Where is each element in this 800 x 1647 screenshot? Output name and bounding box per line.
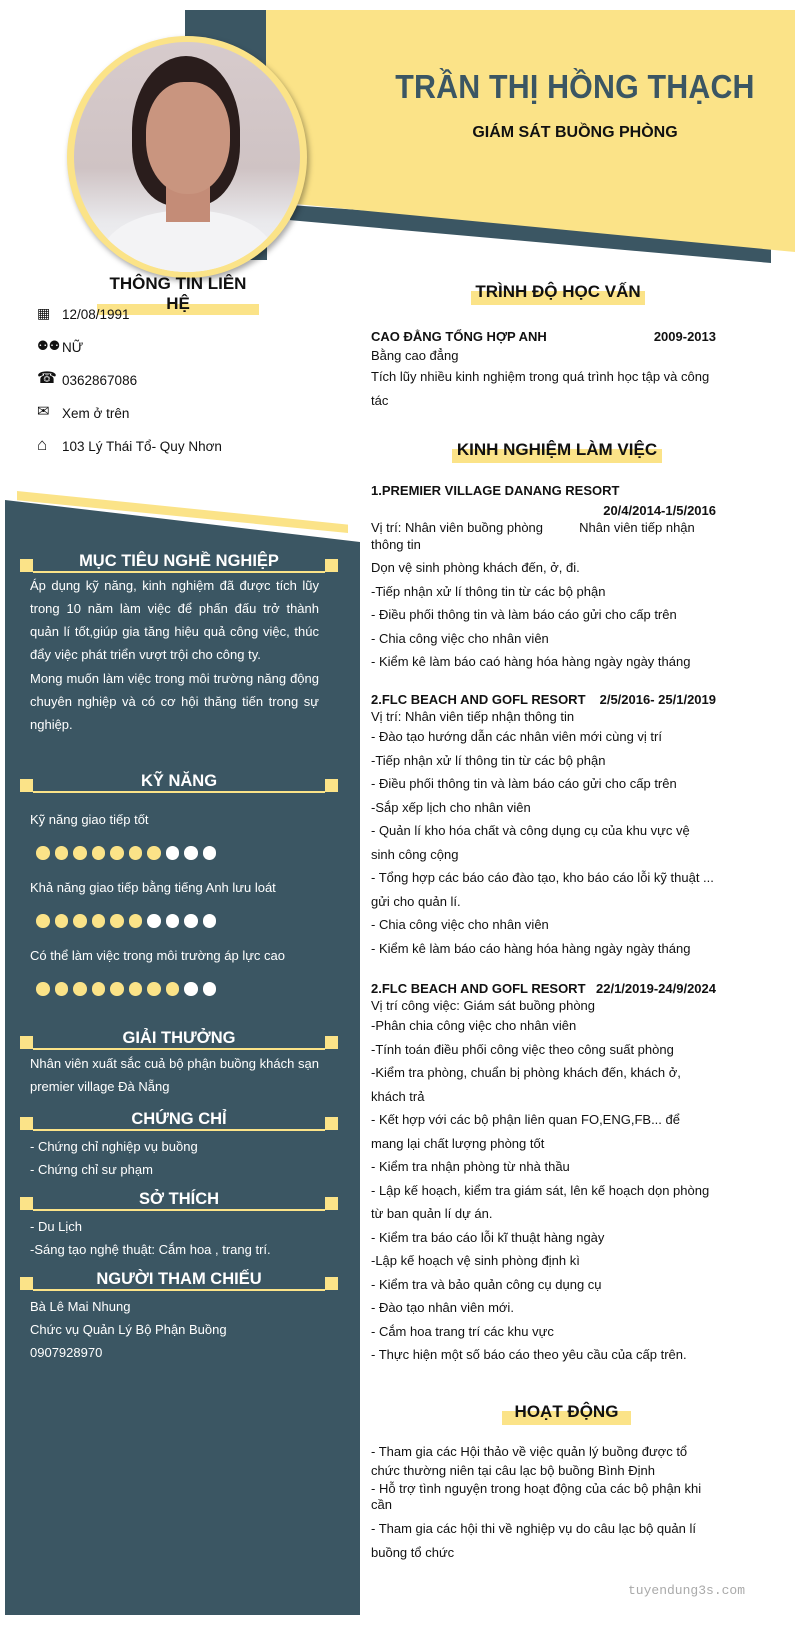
candidate-role: GIÁM SÁT BUỒNG PHÒNG (472, 124, 678, 141)
rating-dot-empty (184, 846, 198, 860)
experience-title: KINH NGHIỆM LÀM VIỆC (452, 440, 662, 460)
job-task: - Thực hiện một số báo cáo theo yêu cầu của cấp trên. (371, 1347, 687, 1362)
rating-dot-empty (166, 846, 180, 860)
job-period: 20/4/2014-1/5/2016 (603, 503, 716, 518)
job-task: -Phân chia công việc cho nhân viên (371, 1018, 577, 1033)
objective-title: MỤC TIÊU NGHỀ NGHIỆP (20, 550, 338, 570)
contact-item-email: ✉ Xem ở trên (37, 403, 130, 421)
avatar (74, 42, 300, 272)
rating-dot-filled (110, 846, 124, 860)
activity-item: - Hỗ trợ tình nguyện trong hoạt động của các bộ phận khi cần (371, 1481, 702, 1512)
job-task: - Kiểm kê làm báo cáo hàng hóa hàng ngày ngày tháng (371, 940, 691, 956)
rating-dot-filled (55, 846, 69, 860)
rating-dot-empty (203, 846, 217, 860)
job-task: -Sắp xếp lịch cho nhân viên (371, 799, 531, 815)
contact-item-gender: ⚉⚉ NỮ (37, 338, 84, 355)
rating-dot-filled (147, 846, 161, 860)
rating-dot-filled (129, 846, 143, 860)
certificate-item: - Chứng chỉ nghiệp vụ buồng (30, 1139, 198, 1154)
rating-dot-empty (147, 914, 161, 928)
job-task: - Đào tạo hướng dẫn các nhân viên mới cùng vị trí (371, 729, 662, 744)
job-company: 2.FLC BEACH AND GOFL RESORT (371, 981, 586, 996)
rating-dot-filled (92, 846, 106, 860)
awards-title: GIẢI THƯỞNG (20, 1027, 338, 1047)
education-title: TRÌNH ĐỘ HỌC VẤN (471, 282, 645, 302)
calendar-icon: ▦ (37, 305, 51, 321)
contact-list (37, 306, 337, 471)
job-company: 1.PREMIER VILLAGE DANANG RESORT (371, 483, 620, 498)
job-task: - Chia công việc cho nhân viên (371, 917, 549, 932)
job-position: Vị trí: Nhân viên tiếp nhận thông tin (371, 709, 575, 724)
job-task: - Quản lí kho hóa chất và công dụng cụ của khu vực vệ sinh công cộng (371, 823, 690, 862)
job-period: 22/1/2019-24/9/2024 (596, 981, 716, 996)
objective-text-2: Mong muốn làm việc trong môi trường năng động chuyên nghiệp và có cơ hội thăng tiến trong sự nghiệp. (30, 671, 319, 732)
rating-dot-filled (55, 982, 69, 996)
gender-icon: ⚉⚉ (37, 338, 61, 353)
references-title: NGƯỜI THAM CHIẾU (20, 1268, 338, 1288)
rating-dot-empty (203, 914, 217, 928)
skill-label: Kỹ năng giao tiếp tốt (30, 812, 149, 827)
contact-item-address: ⌂ 103 Lý Thái Tổ- Quy Nhơn (37, 435, 222, 454)
hobby-item: - Du Lịch (30, 1219, 83, 1234)
skill-rating (36, 982, 216, 996)
job-task: - Kiểm tra nhận phòng từ nhà thầu (371, 1159, 570, 1174)
home-icon: ⌂ (37, 435, 48, 454)
rating-dot-filled (36, 982, 50, 996)
degree: Bằng cao đẳng (371, 348, 459, 363)
job-entry (371, 690, 716, 960)
job-task: - Cắm hoa trang trí các khu vực (371, 1323, 554, 1339)
job-entry (371, 979, 716, 1367)
activity-item: - Tham gia các Hội thảo về việc quản lý buồng được tổ chức thường niên tại câu lạc bộ buồng Bình Định (371, 1444, 688, 1478)
job-entry (371, 481, 716, 674)
job-task: -Tiếp nhận xử lí thông tin từ các bộ phận (371, 752, 606, 768)
job-task: Dọn vệ sinh phòng khách đến, ở, đi. (371, 560, 580, 575)
objective-text-1: Áp dụng kỹ năng, kinh nghiệm đã được tích lũy trong 10 năm làm việc để phấn đấu trở thành quản lí tốt,giúp gia tăng hiệu quả công việc, thúc đẩy việc phát triển vượt trội cho công ty. (30, 578, 319, 662)
education-desc: Tích lũy nhiều kinh nghiệm trong quá trình học tập và công tác (371, 369, 710, 408)
rating-dot-filled (110, 914, 124, 928)
skill-rating (36, 914, 216, 928)
skill-rating (36, 846, 216, 860)
job-position: Vị trí: Nhân viên buồng phòng Nhân viên tiếp nhận thông tin (371, 520, 699, 552)
reference-position: Chức vụ Quản Lý Bộ Phận Buồng (30, 1322, 227, 1337)
job-task: - Kiểm tra và bảo quản công cụ dụng cụ (371, 1276, 602, 1292)
contact-title: THÔNG TIN LIÊN HỆ (97, 274, 259, 314)
job-task: - Điều phối thông tin và làm báo cáo gửi cho cấp trên (371, 607, 677, 622)
contact-item-dob: ▦ 12/08/1991 (37, 305, 130, 322)
education-years: 2009-2013 (653, 329, 716, 344)
rating-dot-empty (166, 914, 180, 928)
rating-dot-filled (36, 914, 50, 928)
skill-label: Có thể làm việc trong môi trường áp lực cao (30, 948, 285, 963)
rating-dot-empty (203, 982, 217, 996)
school-name: CAO ĐẲNG TỔNG HỢP ANH (371, 329, 547, 344)
reference-phone: 0907928970 (30, 1345, 103, 1360)
skill-label: Khả năng giao tiếp bằng tiếng Anh lưu loát (30, 880, 276, 895)
rating-dot-filled (147, 982, 161, 996)
job-task: - Kiểm tra báo cáo lỗi kĩ thuật hàng ngày (371, 1229, 605, 1245)
job-task: - Kiểm kê làm báo caó hàng hóa hàng ngày ngày tháng (371, 654, 691, 669)
rating-dot-filled (129, 914, 143, 928)
rating-dot-filled (129, 982, 143, 996)
activity-item: - Tham gia các hội thi về nghiệp vụ do câu lạc bộ quản lí buồng tổ chức (371, 1521, 696, 1560)
job-task: -Kiểm tra phòng, chuẩn bị phòng khách đến, khách ở, khách trả (371, 1065, 681, 1104)
rating-dot-filled (92, 982, 106, 996)
job-task: - Chia công việc cho nhân viên (371, 630, 549, 646)
rating-dot-empty (184, 914, 198, 928)
watermark: tuyendung3s.com (628, 1583, 746, 1598)
job-task: -Tiếp nhận xử lí thông tin từ các bộ phận (371, 583, 606, 599)
rating-dot-filled (166, 982, 180, 996)
email-icon: ✉ (37, 403, 50, 420)
phone-icon: ☎ (37, 370, 57, 387)
reference-name: Bà Lê Mai Nhung (30, 1299, 131, 1314)
job-task: -Lập kế hoạch vệ sinh phòng định kì (371, 1253, 580, 1268)
certificate-item: - Chứng chỉ sư phạm (30, 1162, 153, 1177)
job-task: - Kết hợp với các bộ phận liên quan FO,ENG,FB... để mang lại chất lượng phòng tốt (371, 1112, 680, 1151)
job-position: Vị trí công việc: Giám sát buồng phòng (371, 998, 596, 1013)
certificates-title: CHỨNG CHỈ (20, 1108, 338, 1128)
hobby-item: -Sáng tạo nghệ thuật: Cắm hoa , trang trí. (30, 1242, 271, 1257)
job-task: - Điều phối thông tin và làm báo cáo gửi cho cấp trên (371, 776, 677, 791)
rating-dot-filled (73, 846, 87, 860)
rating-dot-empty (184, 982, 198, 996)
job-task: - Lập kế hoạch, kiểm tra giám sát, lên kế hoạch dọn phòng từ ban quản lí dự án. (371, 1182, 710, 1221)
activities-list (371, 1442, 716, 1564)
job-period: 2/5/2016- 25/1/2019 (599, 692, 716, 707)
rating-dot-filled (92, 914, 106, 928)
candidate-name: TRẦN THỊ HỒNG THẠCH (395, 68, 755, 105)
awards-text: Nhân viên xuất sắc cuả bộ phận buồng khách sạn premier village Đà Nẵng (30, 1056, 319, 1094)
rating-dot-filled (36, 846, 50, 860)
rating-dot-filled (110, 982, 124, 996)
job-task: -Tính toán điều phối công việc theo công suất phòng (371, 1041, 674, 1057)
job-company: 2.FLC BEACH AND GOFL RESORT (371, 692, 586, 707)
job-task: - Tổng hợp các báo cáo đào tạo, kho báo cáo lỗi kỹ thuật ... gửi cho quản lí. (371, 870, 714, 909)
rating-dot-filled (73, 914, 87, 928)
hobbies-title: SỞ THÍCH (20, 1188, 338, 1208)
education-block (371, 327, 716, 412)
skills-title: KỸ NĂNG (20, 770, 338, 790)
contact-item-phone: ☎ 0362867086 (37, 370, 138, 388)
activities-title: HOẠT ĐỘNG (502, 1402, 631, 1422)
rating-dot-filled (73, 982, 87, 996)
job-task: - Đào tạo nhân viên mới. (371, 1300, 514, 1315)
rating-dot-filled (55, 914, 69, 928)
